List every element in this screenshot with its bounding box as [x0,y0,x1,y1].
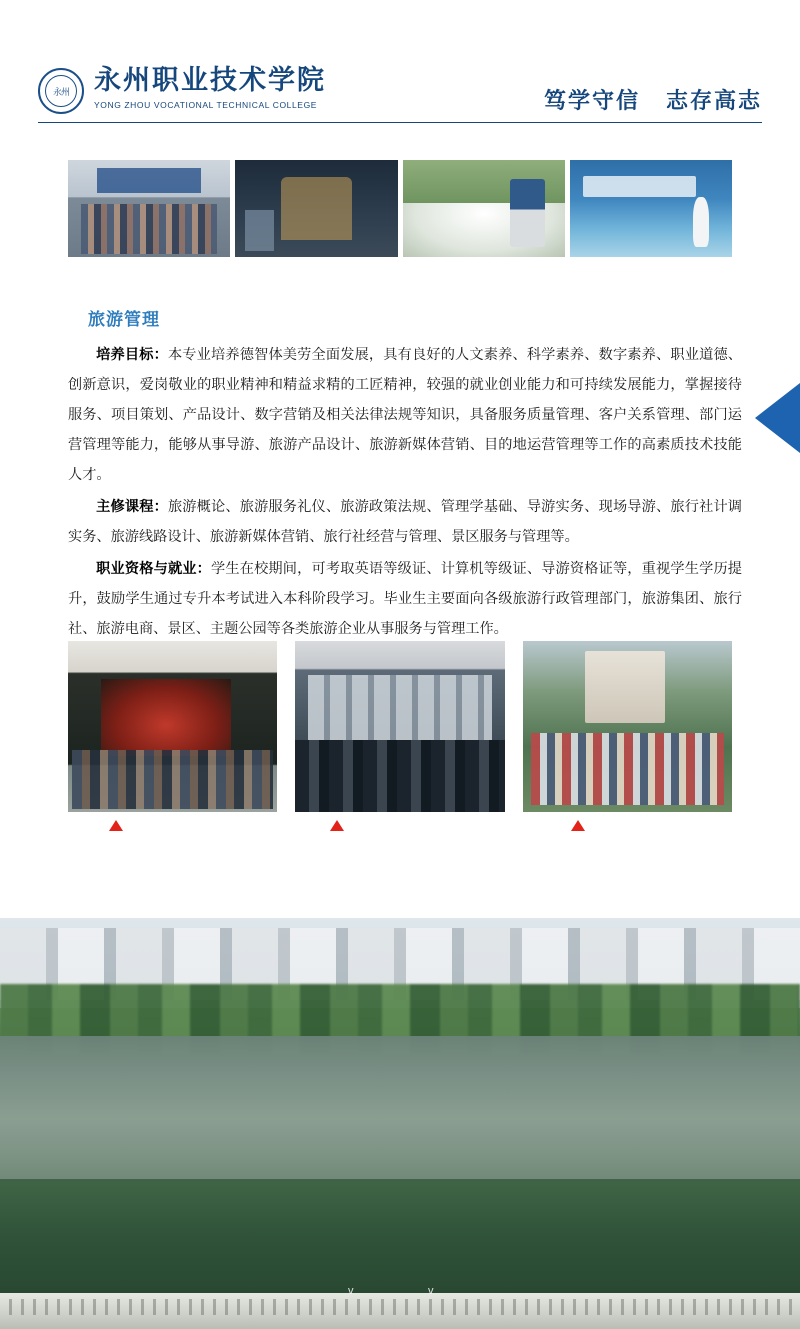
photo-caption [239,245,281,254]
photo-classroom-training [68,641,277,812]
photo-marker-row [68,820,732,834]
campus-lake [0,1036,800,1188]
paragraph-body: 本专业培养德智体美劳全面发展，具有良好的人文素养、科学素养、数字素养、职业道德、创新意识，爱岗敬业的职业精神和精益求精的工匠精神，较强的就业创业能力和可持续发展能力，掌握接待服务、项目策划、产品设计、数字营销及相关法律法规等知识，具备服务质量管理、客户关系管理、部门运营管理等能力，能够从事导游、旅游产品设计、旅游新媒体营销、目的地运营管理等工作的高素质技术技能人才。 [68,347,742,483]
paragraph-core-courses [68,492,742,552]
photo-group-ceremony [68,160,230,257]
photo-caption [299,800,341,809]
paragraph-training-objective [68,340,742,490]
page-title: 旅游管理 [88,310,160,330]
red-triangle-icon [571,820,585,831]
paragraph-body: 旅游概论、旅游服务礼仪、旅游政策法规、管理学基础、导游实务、现场导游、旅行社计调实务、旅游线路设计、旅游新媒体营销、旅行社经营与管理、景区服务与管理等。 [68,499,742,545]
header-divider [38,122,762,123]
college-seal-text: 永州 [52,87,69,98]
photo-caption [72,800,108,809]
main-content [68,305,742,646]
slogan-left: 笃学守信 [543,88,640,114]
college-name-cn: 永州职业技术学院 [94,65,326,96]
college-name-en: YONG ZHOU VOCATIONAL TECHNICAL COLLEGE [94,100,318,110]
paragraph-certification-employment [68,554,742,644]
campus-panorama-photo [0,918,800,1329]
photo-field-trip [523,641,732,812]
red-triangle-icon [330,820,344,831]
college-logo [38,64,326,114]
header-slogan [544,84,762,115]
photo-caption [527,800,563,809]
photo-caption [574,245,636,254]
page-marker-right: v [428,1285,434,1297]
paragraph-lead: 主修课程： [96,499,168,515]
red-triangle-icon [109,820,123,831]
photo-caption [407,245,443,254]
photo-caption [72,245,108,254]
page-header [0,64,800,134]
photo-performance-stage [570,160,732,257]
college-seal-icon [38,68,84,114]
slogan-right: 志存高志 [665,88,762,114]
paragraph-lead: 职业资格与就业： [96,561,212,577]
page-marker-left: v [348,1285,354,1297]
bottom-photo-row [68,641,732,812]
photo-architecture-visit [235,160,397,257]
paragraph-body: 学生在校期间，可考取英语等级证、计算机等级证、导游资格证等，重视学生学历提升，鼓励学生通过专升本考试进入本科阶段学习。毕业生主要面向各级旅游行政管理部门，旅游集团、旅行社、旅游电商、景区、主题公园等各类旅游企业从事服务与管理工作。 [68,561,742,637]
college-name-block [94,64,326,110]
paragraph-lead: 培养目标： [96,347,168,363]
top-photo-strip [68,160,732,257]
photo-scenic-guide [403,160,565,257]
blue-triangle-marker-icon [755,383,800,453]
page-markers [0,1285,800,1301]
photo-computer-lab [295,641,504,812]
